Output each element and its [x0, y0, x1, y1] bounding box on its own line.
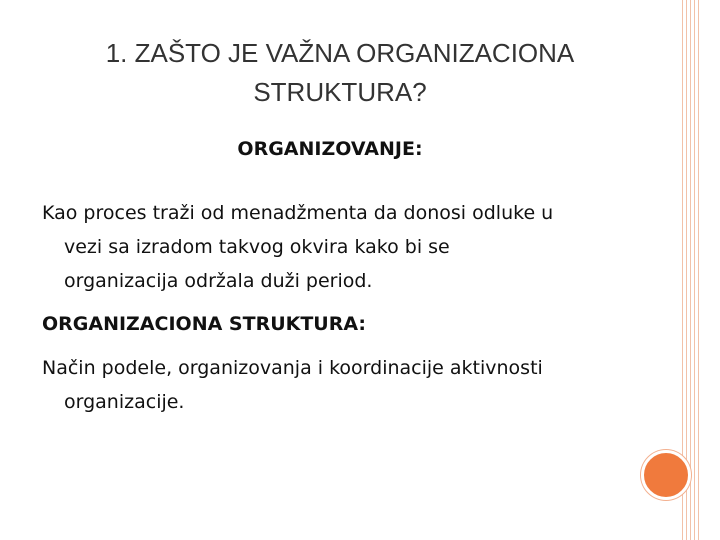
decorative-circle [641, 450, 691, 500]
border-line [698, 0, 699, 540]
section-text-organizovanje [42, 196, 622, 298]
section-heading-organizaciona-struktura: ORGANIZACIONA STRUKTURA: [42, 313, 367, 335]
border-line [686, 0, 687, 540]
text-line: Kao proces traži od menadžmenta da donosi odluke u [42, 202, 554, 224]
border-line [690, 0, 691, 540]
title-line: 1. ZAŠTO JE VAŽNA ORGANIZACIONA [105, 38, 575, 68]
section-heading-organizovanje: ORGANIZOVANJE: [237, 138, 423, 160]
title-line: STRUKTURA? [253, 77, 427, 107]
border-line [694, 0, 695, 540]
text-line: Način podele, organizovanja i koordinacije aktivnosti [42, 357, 543, 379]
text-line: organizacija održala duži period. [64, 270, 373, 292]
section-text-organizaciona-struktura [42, 351, 622, 419]
text-line: vezi sa izradom takvog okvira kako bi se [64, 236, 450, 258]
text-line: organizacije. [64, 391, 185, 413]
slide-title [40, 34, 640, 112]
